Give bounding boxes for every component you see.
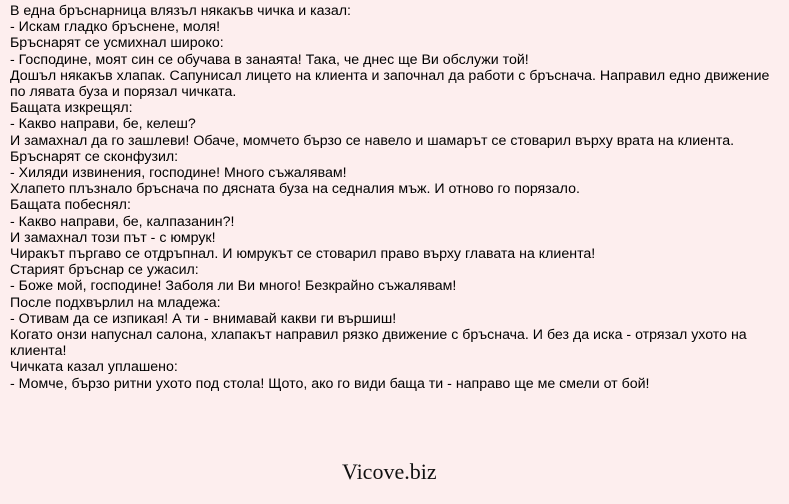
story-line: Бръснарят се усмихнал широко: (10, 35, 224, 52)
story-line: После подхвърлил на младежа: (10, 294, 221, 311)
story-line: - Отивам да се изпикая! А ти - внимавай какви ги вършиш! (10, 310, 397, 327)
story-line: Бащата изкрещял: (10, 100, 133, 117)
story-line: - Какво направи, бе, калпазанин?! (10, 213, 235, 230)
story-line: И замахнал този път - с юмрук! (10, 229, 216, 246)
story-line: - Момче, бързо ритни ухото под стола! Щото, ако го види баща ти - направо ще ме смели от бой! (10, 375, 650, 392)
story-line: Старият бръснар се ужасил: (10, 262, 199, 279)
joke-text (10, 3, 785, 392)
story-line: - Господине, моят син се обучава в занаята! Така, че днес ще Ви обслужи той! (10, 51, 529, 68)
story-line: Чиракът пъргаво се отдръпнал. И юмрукът се стоварил право върху главата на клиента! (10, 246, 596, 263)
story-line: - Какво направи, бе, келеш? (10, 116, 196, 133)
story-line: - Хиляди извинения, господине! Много съжалявам! (10, 165, 347, 182)
story-line: Бащата побеснял: (10, 197, 131, 214)
story-line: Дошъл някакъв хлапак. Сапунисал лицето на клиента и започнал да работи с бръснача. Направил едно движение по лявата буза и порязал чичката. (10, 67, 770, 101)
story-line: Чичката казал уплашено: (10, 359, 178, 376)
site-watermark: Vicove.biz (342, 459, 437, 484)
story-line: В една бръснарница влязъл някакъв чичка и казал: (10, 3, 351, 19)
story-line: Хлапето плъзнало бръснача по дясната буза на седналия мъж. И отново го порязало. (10, 181, 580, 198)
story-line: И замахнал да го зашлеви! Обаче, момчето бързо се навело и шамарът се стоварил върху врата на клиента. Бръснарят се сконфузил: (10, 132, 735, 165)
story-line: - Боже мой, господине! Заболя ли Ви много! Безкрайно съжалявам! (10, 278, 457, 295)
story-line: Когато онзи напуснал салона, хлапакът направил рязко движение с бръснача. И без да иска - отрязал ухото на клиента! (10, 327, 747, 360)
story-line: - Искам гладко бръснене, моля! (10, 19, 221, 36)
